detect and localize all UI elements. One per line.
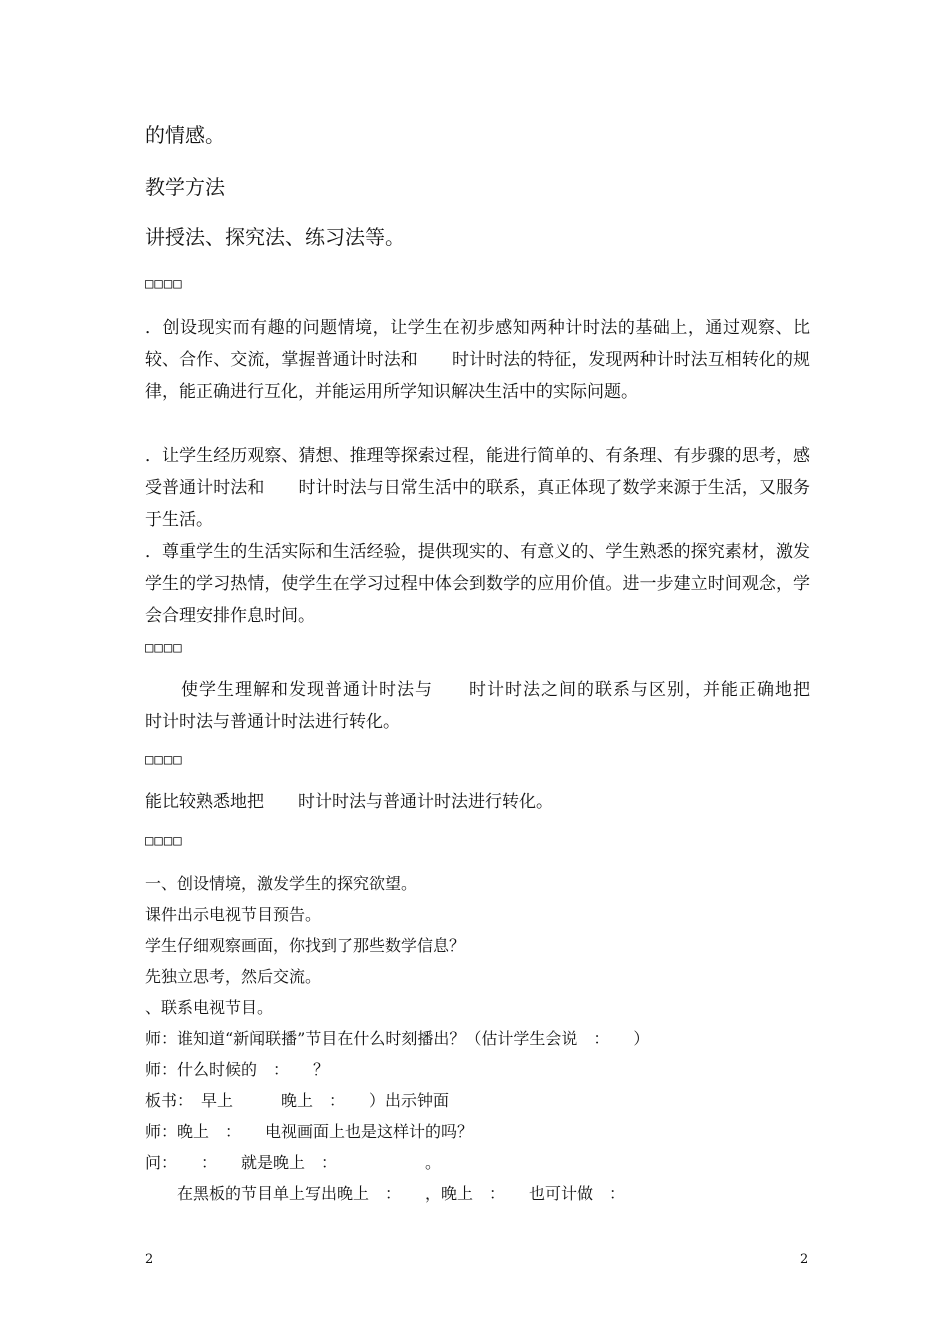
garbled-heading: □□□□ bbox=[145, 276, 183, 292]
step-line: 学生仔细观察画面，你找到了那些数学信息？ bbox=[145, 936, 466, 955]
garbled-heading: □□□□ bbox=[145, 833, 183, 849]
text-line: 的情感。 bbox=[145, 123, 225, 147]
section-heading-teaching-method: 教学方法 bbox=[145, 175, 225, 199]
dialogue-line: 问： ： 就是晚上 ： 。 bbox=[145, 1153, 442, 1172]
step-line: 课件出示电视节目预告。 bbox=[145, 905, 322, 924]
paragraph-key-point: 使学生理解和发现普通计时法与 时计时法之间的联系与区别，并能正确地把 时计时法与普通计时法进行转化。 bbox=[145, 680, 844, 732]
footer-page-number-left: 2 bbox=[145, 1252, 154, 1267]
paragraph-goal-2: ．让学生经历观察、猜想、推理等探索过程，能进行简单的、有条理、有步骤的思考，感受普通计时法和 时计时法与日常生活中的联系，真正体现了数学来源于生活，又服务于生活。 bbox=[145, 446, 810, 530]
step-line: 一、创设情境，激发学生的探究欲望。 bbox=[145, 874, 418, 893]
footer-page-number-right: 2 bbox=[800, 1252, 809, 1267]
paragraph-goal-3: ．尊重学生的生活实际和生活经验，提供现实的、有意义的、学生熟悉的探究素材，激发学生的学习热情，使学生在学习过程中体会到数学的应用价值。进一步建立时间观念，学会合理安排作息时间。 bbox=[145, 542, 810, 626]
paragraph-difficulty: 能比较熟悉地把 时计时法与普通计时法进行转化。 bbox=[145, 792, 553, 812]
garbled-heading: □□□□ bbox=[145, 752, 183, 768]
step-line: 、联系电视节目。 bbox=[145, 998, 274, 1017]
text-line: 讲授法、探究法、练习法等。 bbox=[145, 225, 405, 249]
garbled-heading: □□□□ bbox=[145, 640, 183, 656]
dialogue-line: 师：什么时候的 ： ？ bbox=[145, 1060, 330, 1079]
paragraph-goal-1: ．创设现实而有趣的问题情境，让学生在初步感知两种计时法的基础上，通过观察、比较、合作、交流，掌握普通计时法和 时计时法的特征，发现两种计时法互相转化的规律，能正确进行互化，并能运用所学知识解决生活中的实际问题。 bbox=[145, 318, 810, 402]
step-line: 先独立思考，然后交流。 bbox=[145, 967, 322, 986]
dialogue-line: 师：晚上 ： 电视画面上也是这样计的吗？ bbox=[145, 1122, 474, 1141]
dialogue-line: 在黑板的节目单上写出晚上 ： ，晚上 ： 也可计做 ： bbox=[145, 1184, 626, 1203]
dialogue-line: 师：谁知道“新闻联播”节目在什么时刻播出？（估计学生会说 ： ） bbox=[145, 1029, 650, 1048]
dialogue-line: 板书： 早上 晚上 ： ）出示钟面 bbox=[145, 1091, 450, 1110]
